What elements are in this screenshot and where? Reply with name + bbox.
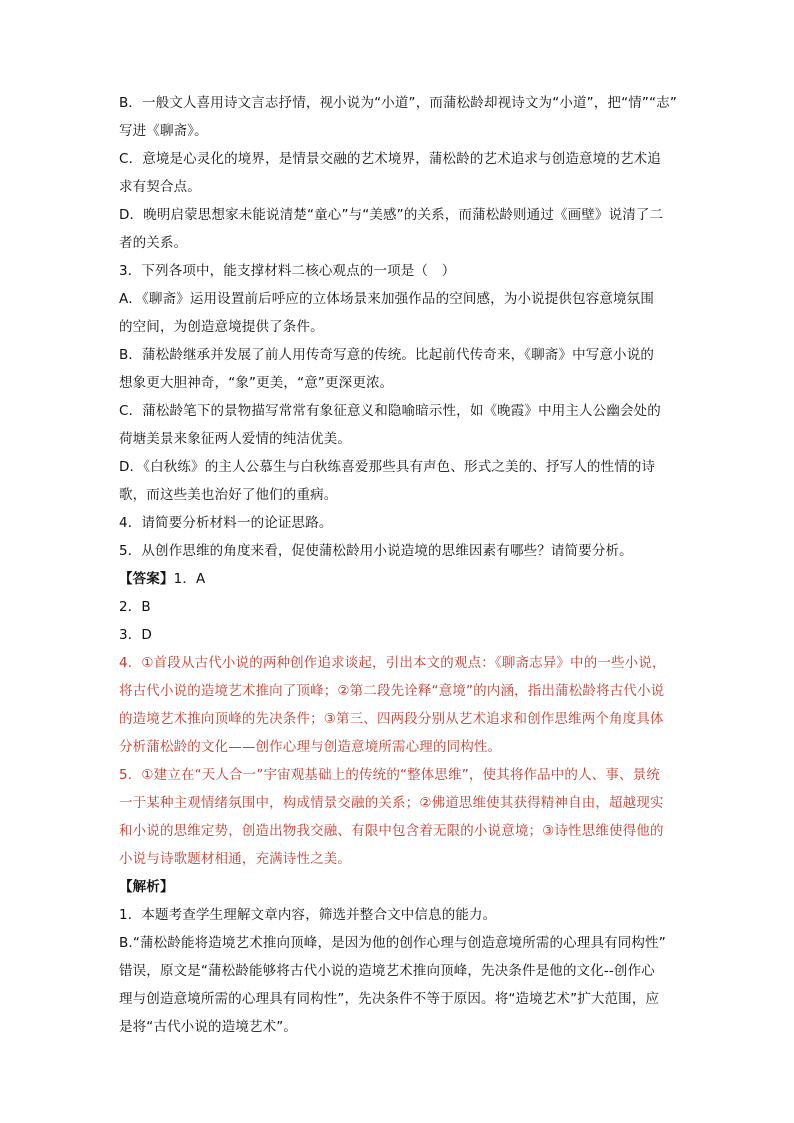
analysis-1: 1．本题考查学生理解文章内容，筛选并整合文中信息的能力。 [119,907,497,923]
answer-5-line-3-b: ③诗性思维使得他的 [542,823,664,839]
answer-5-line-4: 小说与诗歌题材相通，充满诗性之美。 [119,851,352,867]
answer-4-line-2 [119,682,679,700]
answer-5-line-3 [119,822,679,840]
q3-option-d-line-2: 歌，而这些美也治好了他们的重病。 [119,487,338,503]
answer-5-line-1: 5．①建立在“天人合一”宇宙观基础上的传统的“整体思维”，使其将作品中的人、事、景统 [119,767,660,783]
analysis-line-4: 理与创造意境所需的心理具有同构性”，先决条件不等于原因。将“造境艺术”扩大范围，应 [119,991,660,1007]
answer-1-text: 1．A [173,571,206,587]
q3-option-b-line-2: 想象更大胆神奇，“象”更美，“意”更深更浓。 [119,375,394,391]
analysis-line-5: 是将“古代小说的造境艺术”。 [119,1019,298,1035]
answer-tag: 【答案】 [119,571,174,587]
question-3: 3．下列各项中，能支撑材料二核心观点的一项是（ ） [119,263,456,279]
option-b-line-1: B．一般文人喜用诗文言志抒情，视小说为“小道”，而蒲松龄却视诗文为“小道”，把“情”“志” [119,95,677,111]
q3-option-c-line-1: C．蒲松龄笔下的景物描写常常有象征意义和隐喻暗示性，如《晚霞》中用主人公幽会处的 [119,403,661,419]
analysis-line-3: 错误，原文是“蒲松龄能够将古代小说的造境艺术推向顶峰，先决条件是他的文化--创作心 [119,963,655,979]
answer-1 [119,570,679,588]
answer-5-line-2-a: 一于某种主观情绪氛围中，构成情景交融的关系； [119,795,420,811]
answer-4-line-4: 分析蒲松龄的文化——创作心理与创造意境所需心理的同构性。 [119,739,502,755]
q3-option-d-line-1: D．《白秋练》的主人公慕生与白秋练喜爱那些具有声色、形式之美的、抒写人的性情的诗 [119,459,656,475]
answer-5-line-2 [119,794,679,812]
question-4: 4．请简要分析材料一的论证思路。 [119,515,333,531]
answer-5-line-2-b: ②佛道思维使其获得精神自由，超越现实 [419,795,664,811]
answer-2: 2．B [119,599,151,615]
option-c-line-2: 求有契合点。 [119,179,201,195]
question-5: 5．从创作思维的角度来看，促使蒲松龄用小说造境的思维因素有哪些？请简要分析。 [119,543,633,559]
answer-4-line-3 [119,710,679,728]
option-d-line-1: D．晚明启蒙思想家未能说清楚“童心”与“美感”的关系，而蒲松龄则通过《画壁》说清了二 [119,207,664,223]
answer-4-line-1: 4．①首段从古代小说的两种创作追求谈起，引出本文的观点：《聊斋志异》中的一些小说， [119,655,666,671]
answer-3: 3．D [119,627,152,643]
answer-4-line-2-a: 将古代小说的造境艺术推向了顶峰； [119,683,338,699]
q3-option-a-line-2: 的空间，为创造意境提供了条件。 [119,319,324,335]
answer-4-line-3-b: ③第三、四两段分别从艺术追求和创作思维两个角度具体 [323,711,664,727]
q3-option-c-line-2: 荷塘美景来象征两人爱情的纯洁优美。 [119,431,352,447]
q3-option-b-line-1: B．蒲松龄继承并发展了前人用传奇写意的传统。比起前代传奇来，《聊斋》中写意小说的 [119,347,655,363]
option-c-line-1: C．意境是心灵化的境界，是情景交融的艺术境界，蒲松龄的艺术追求与创造意境的艺术追 [119,151,661,167]
analysis-line-2: B.“蒲松龄能将造境艺术推向顶峰，是因为他的创作心理与创造意境所需的心理具有同构性” [119,935,666,951]
option-d-line-2: 者的关系。 [119,235,188,251]
answer-4-line-2-b: ②第二段先诠释“意境”的内涵，指出蒲松龄将古代小说 [337,683,665,699]
analysis-tag: 【解析】 [119,879,174,895]
answer-5-line-3-a: 和小说的思维定势，创造出物我交融、有限中包含着无限的小说意境； [119,823,543,839]
option-b-line-2: 写进《聊斋》。 [119,123,208,139]
answer-4-line-3-a: 的造境艺术推向顶峰的先决条件； [119,711,324,727]
q3-option-a-line-1: A．《聊斋》运用设置前后呼应的立体场景来加强作品的空间感，为小说提供包容意境氛围 [119,291,654,307]
